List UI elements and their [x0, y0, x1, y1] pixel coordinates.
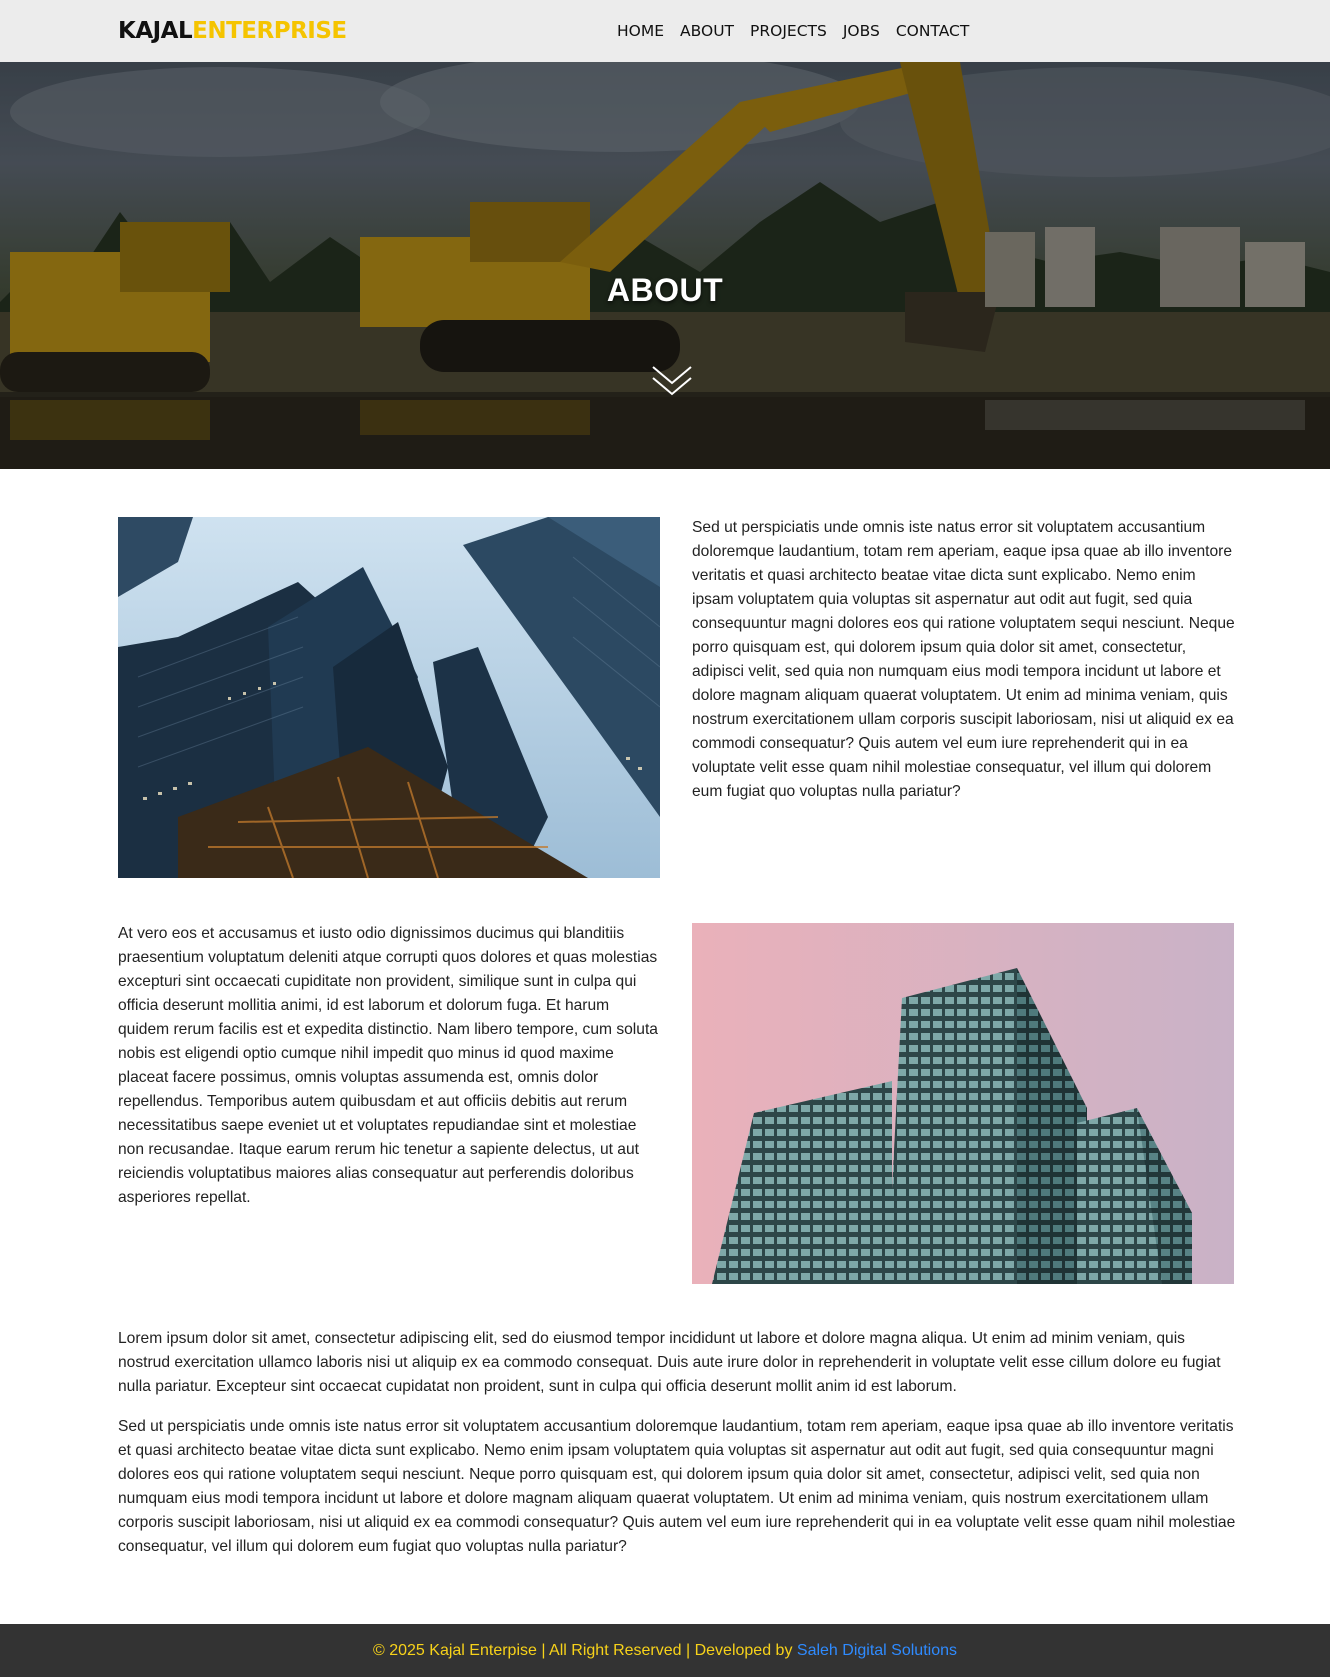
about-paragraph-3: Lorem ipsum dolor sit amet, consectetur adipiscing elit, sed do eiusmod tempor incididunt ut labore et dolore magna aliqua. Ut enim ad minim veniam, quis nostrud exercitation ullamco laboris nisi ut aliquip ex ea commodo consequat. Duis aute irure dolor in reprehenderit in voluptate velit esse cillum dolore eu fugiat nulla pariatur. Excepteur sint occaecat cupidatat non proident, sunt in culpa qui officia deserunt mollit anim id est laborum.	[118, 1330, 1221, 1395]
brand-name-part1: KAJAL	[118, 18, 193, 44]
site-footer	[0, 1624, 1330, 1677]
hero-dark-overlay	[0, 62, 1330, 469]
nav-jobs-link[interactable]: JOBS	[842, 22, 880, 40]
skyscrapers-image	[118, 517, 660, 878]
glass-tower-image	[692, 923, 1234, 1284]
nav-home-link[interactable]: HOME	[617, 22, 665, 40]
about-paragraph-4: Sed ut perspiciatis unde omnis iste natus error sit voluptatem accusantium doloremque laudantium, totam rem aperiam, eaque ipsa quae ab illo inventore veritatis et quasi architecto beatae vitae dicta sunt explicabo. Nemo enim ipsam voluptatem quia voluptas sit aspernatur aut odit aut fugit, sed quia consequuntur magni dolores eos qui ratione voluptatem sequi nesciunt. Neque porro quisquam est, qui dolorem ipsum quia dolor sit amet, consectetur, adipisci velit, sed quia non numquam eius modi tempora incidunt ut labore et dolore magnam aliquam quaerat voluptatem. Ut enim ad minima veniam, quis nostrum exercitationem ullam corporis suscipit laboriosam, nisi ut aliquid ex ea commodi consequatur? Quis autem vel eum iure reprehenderit qui in ea voluptate velit esse quam nihil molestiae consequatur, vel illum qui dolorem eum fugiat quo voluptas nulla pariatur?	[118, 1418, 1236, 1555]
main-menu	[617, 20, 969, 42]
footer-copyright	[0, 1624, 1330, 1677]
brand-name-part2: ENTERPRISE	[192, 18, 347, 44]
about-paragraph-2: At vero eos et accusamus et iusto odio dignissimos ducimus qui blanditiis praesentium voluptatum deleniti atque corrupti quos dolores et quas molestias excepturi sint occaecati cupiditate non provident, similique sunt in culpa qui officia deserunt mollitia animi, id est laborum et dolorum fuga. Et harum quidem rerum facilis est et expedita distinctio. Nam libero tempore, cum soluta nobis est eligendi optio cumque nihil impedit quo minus id quod maxime placeat facere possimus, omnis voluptas assumenda est, omnis dolor repellendus. Temporibus autem quibusdam et aut officiis debitis aut rerum necessitatibus saepe eveniet ut et voluptates repudiandae sint et molestiae non recusandae. Itaque earum rerum hic tenetur a sapiente delectus, ut aut reiciendis voluptatibus maiores alias consequatur aut perferendis doloribus asperiores repellat.	[118, 925, 658, 1206]
nav-contact-link[interactable]: CONTACT	[895, 22, 970, 40]
hero-title: ABOUT	[606, 272, 724, 308]
footer-copyright-text: © 2025 Kajal Enterpise | All Right Reserved | Developed by	[373, 1642, 797, 1659]
nav-about-link[interactable]: ABOUT	[680, 22, 735, 40]
hero-banner	[0, 62, 1330, 469]
top-navbar	[0, 0, 1330, 62]
about-paragraph-1: Sed ut perspiciatis unde omnis iste natus error sit voluptatem accusantium doloremque laudantium, totam rem aperiam, eaque ipsa quae ab illo inventore veritatis et quasi architecto beatae vitae dicta sunt explicabo. Nemo enim ipsam voluptatem quia voluptas sit aspernatur aut odit aut fugit, sed quia consequuntur magni dolores eos qui ratione voluptatem sequi nesciunt. Neque porro quisquam est, qui dolorem ipsum quia dolor sit amet, consectetur, adipisci velit, sed quia non numquam eius modi tempora incidunt ut labore et dolore magnam aliquam quaerat voluptatem. Ut enim ad minima veniam, quis nostrum exercitationem ullam corporis suscipit laboriosam, nisi ut aliquid ex ea commodi consequatur? Quis autem vel eum iure reprehenderit qui in ea voluptate velit esse quam nihil molestiae consequatur, vel illum qui dolorem eum fugiat quo voluptas nulla pariatur?	[692, 519, 1235, 800]
footer-developer-link[interactable]: Saleh Digital Solutions	[796, 1642, 957, 1659]
brand-logo[interactable]	[118, 16, 347, 46]
nav-projects-link[interactable]: PROJECTS	[750, 22, 827, 40]
double-chevron-down-icon[interactable]	[652, 365, 692, 397]
